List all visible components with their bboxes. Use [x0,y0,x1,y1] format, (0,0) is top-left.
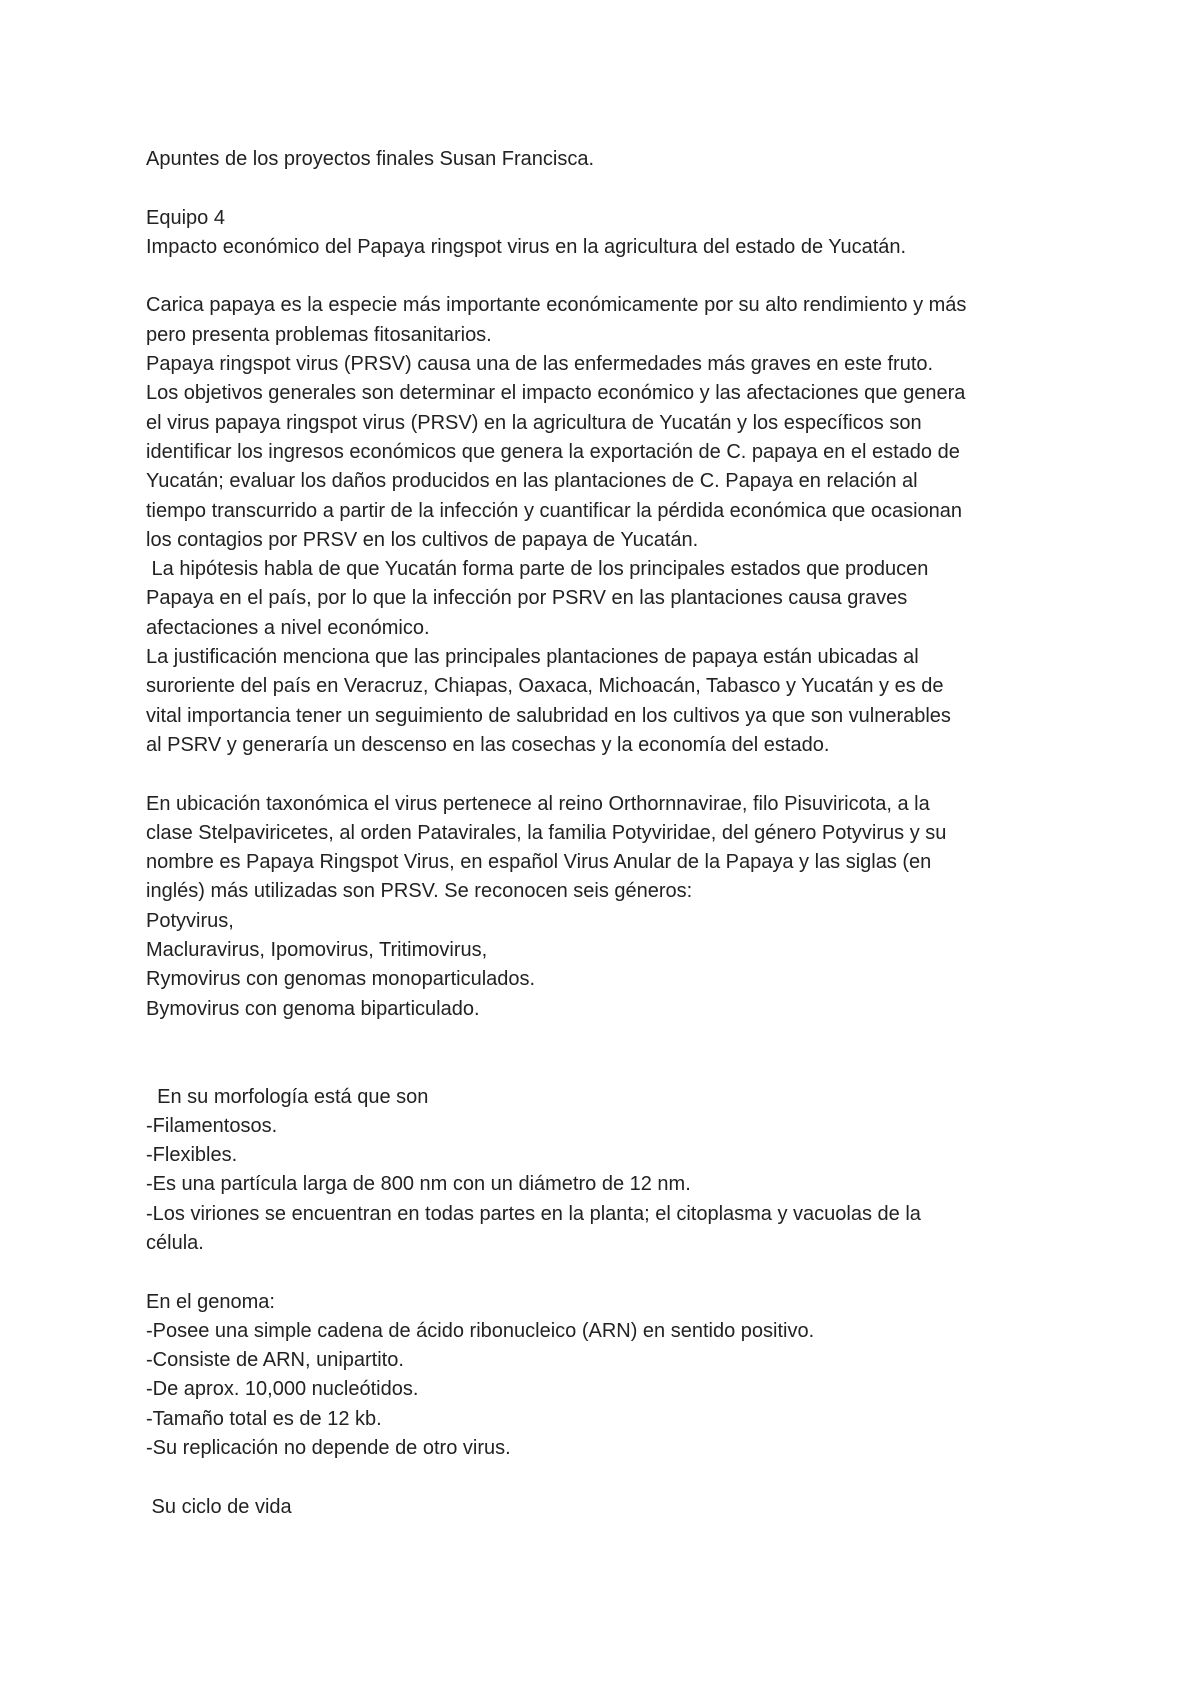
list-item: -De aprox. 10,000 nucleótidos. [146,1378,419,1401]
text-line: La hipótesis habla de que Yucatán forma parte de los principales estados que producen [146,558,929,581]
text-line: Rymovirus con genomas monoparticulados. [146,968,536,991]
list-item: -Los viriones se encuentran en todas partes en la planta; el citoplasma y vacuolas de la [146,1202,921,1225]
spacer [146,1463,1076,1492]
list-item: -Filamentosos. [146,1114,278,1137]
taxonomy-section [146,790,1076,1024]
list-item: -Flexibles. [146,1144,238,1167]
text-line: Macluravirus, Ipomovirus, Tritimovirus, [146,939,488,962]
text-line: En ubicación taxonómica el virus pertenece al reino Orthornnavirae, filo Pisuviricota, a la [146,792,930,815]
list-item: célula. [146,1231,204,1254]
section-heading: En el genoma: [146,1290,275,1313]
text-line: tiempo transcurrido a partir de la infección y cuantificar la pérdida económica que ocasionan [146,499,963,522]
life-cycle-heading: Su ciclo de vida [146,1495,292,1518]
list-item: -Consiste de ARN, unipartito. [146,1349,404,1372]
text-line: nombre es Papaya Ringspot Virus, en español Virus Anular de la Papaya y las siglas (en [146,851,932,874]
text-line: La justificación menciona que las principales plantaciones de papaya están ubicadas al [146,646,919,669]
list-item: -Su replicación no depende de otro virus. [146,1437,511,1460]
project-title: Impacto económico del Papaya ringspot virus en la agricultura del estado de Yucatán. [146,235,907,258]
spacer [146,1053,1076,1082]
text-line: Los objetivos generales son determinar el impacto económico y las afectaciones que genera [146,382,966,405]
genome-section [146,1288,1076,1464]
text-line: Bymovirus con genoma biparticulado. [146,997,480,1020]
text-line: inglés) más utilizadas son PRSV. Se reconocen seis géneros: [146,880,693,903]
list-item: -Posee una simple cadena de ácido ribonucleico (ARN) en sentido positivo. [146,1319,815,1342]
text-line: afectaciones a nivel económico. [146,616,430,639]
text-line: clase Stelpaviricetes, al orden Patavirales, la familia Potyviridae, del género Potyvirus y su [146,821,947,844]
text-line: identificar los ingresos económicos que genera la exportación de C. papaya en el estado de [146,440,960,463]
spacer [146,262,1076,291]
text-line: vital importancia tener un seguimiento de salubridad en los cultivos ya que son vulnerables [146,704,951,727]
text-line: los contagios por PRSV en los cultivos de papaya de Yucatán. [146,528,699,551]
spacer [146,1024,1076,1053]
text-line: Carica papaya es la especie más importante económicamente por su alto rendimiento y más [146,294,967,317]
intro-section [146,291,1076,760]
text-line: Papaya ringspot virus (PRSV) causa una de las enfermedades más graves en este fruto. [146,353,934,376]
section-heading: En su morfología está que son [146,1085,429,1108]
text-line: suroriente del país en Veracruz, Chiapas, Oaxaca, Michoacán, Tabasco y Yucatán y es de [146,675,944,698]
team-label: Equipo 4 [146,206,225,229]
document-title: Apuntes de los proyectos finales Susan Francisca. [146,148,595,170]
text-line: Potyvirus, [146,909,234,932]
document-body [146,145,1076,1522]
text-line: pero presenta problemas fitosanitarios. [146,323,492,346]
spacer [146,1258,1076,1287]
list-item: -Es una partícula larga de 800 nm con un diámetro de 12 nm. [146,1173,691,1196]
text-line: el virus papaya ringspot virus (PRSV) en la agricultura de Yucatán y los específicos son [146,411,922,434]
spacer [146,760,1076,789]
morphology-section [146,1083,1076,1259]
text-line: al PSRV y generaría un descenso en las cosechas y la economía del estado. [146,733,830,756]
text-line: Papaya en el país, por lo que la infección por PSRV en las plantaciones causa graves [146,587,908,610]
list-item: -Tamaño total es de 12 kb. [146,1407,382,1430]
text-line: Yucatán; evaluar los daños producidos en las plantaciones de C. Papaya en relación al [146,470,918,493]
spacer [146,174,1076,203]
